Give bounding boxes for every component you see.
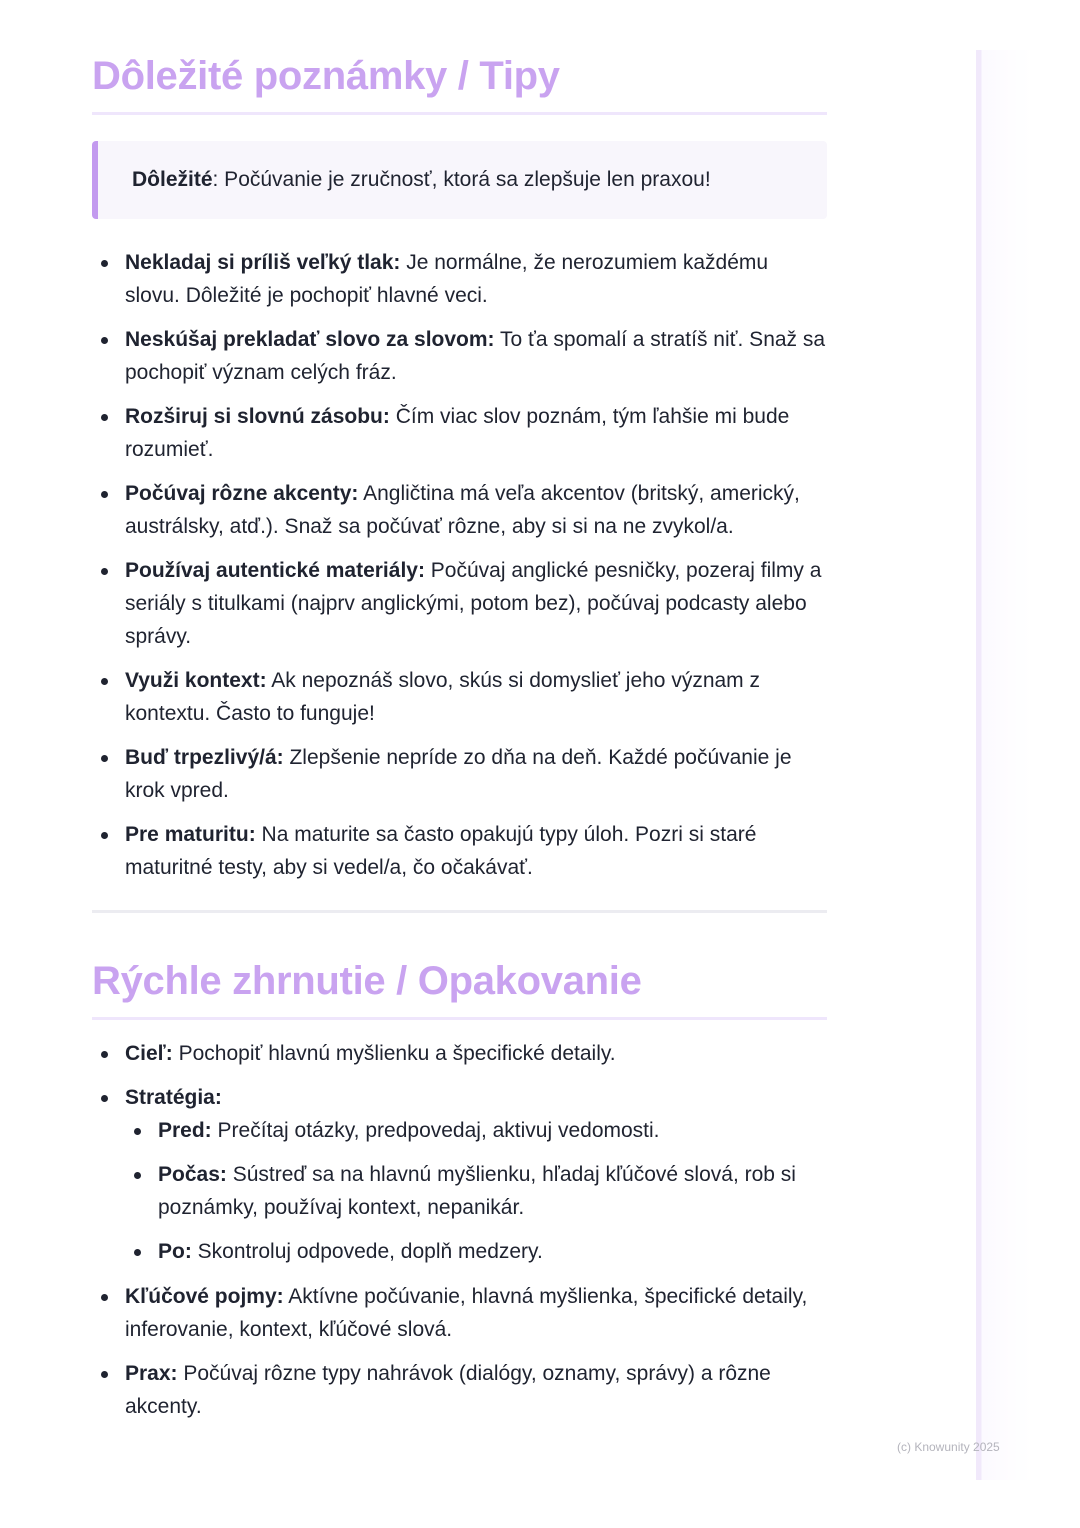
strategy-sublist (125, 1114, 827, 1268)
list-item: Pre maturitu: Na maturite sa často opakujú typy úloh. Pozri si staré maturitné testy, aby si vedel/a, čo očakávať. (92, 818, 827, 884)
summary-strategy: Stratégia: Pred: Prečítaj otázky, predpovedaj, aktivuj vedomosti. Počas: Sústreď sa na hlavnú myšlienku, hľadaj kľúčové slová, rob si poznámky, používaj kontext, nepanikár. Po: Skontroluj odpovede, doplň medzery. (92, 1081, 827, 1268)
list-item: Počúvaj rôzne akcenty: Angličtina má veľa akcentov (britský, americký, austrálsky, atď.). Snaž sa počúvať rôzne, aby si si na ne zvykol/a. (92, 477, 827, 543)
summary-practice: Prax: Počúvaj rôzne typy nahrávok (dialógy, oznamy, správy) a rôzne akcenty. (92, 1357, 827, 1423)
decorative-side-strip (976, 50, 1032, 1480)
tips-list (92, 246, 827, 895)
important-callout (92, 141, 827, 219)
strategy-during: Počas: Sústreď sa na hlavnú myšlienku, hľadaj kľúčové slová, rob si poznámky, používaj kontext, nepanikár. (125, 1158, 827, 1224)
strategy-before: Pred: Prečítaj otázky, predpovedaj, aktivuj vedomosti. (125, 1114, 827, 1147)
summary-list (92, 1037, 827, 1434)
tips-section-title: Dôležité poznámky / Tipy (92, 52, 827, 115)
list-item: Nekladaj si príliš veľký tlak: Je normálne, že nerozumiem každému slovu. Dôležité je pochopiť hlavné veci. (92, 246, 827, 312)
copyright-footer: (c) Knowunity 2025 (897, 1440, 1000, 1454)
list-item: Využi kontext: Ak nepoznáš slovo, skús si domyslieť jeho význam z kontextu. Často to funguje! (92, 664, 827, 730)
list-item: Buď trpezlivý/á: Zlepšenie nepríde zo dňa na deň. Každé počúvanie je krok vpred. (92, 741, 827, 807)
list-item: Neskúšaj prekladať slovo za slovom: To ťa spomalí a stratíš niť. Snaž sa pochopiť význam celých fráz. (92, 323, 827, 389)
section-divider (92, 910, 827, 913)
list-item: Používaj autentické materiály: Počúvaj anglické pesničky, pozeraj filmy a seriály s titulkami (najprv anglickými, potom bez), počúvaj podcasty alebo správy. (92, 554, 827, 653)
callout-label: Dôležité (132, 168, 213, 191)
list-item: Rozširuj si slovnú zásobu: Čím viac slov poznám, tým ľahšie mi bude rozumieť. (92, 400, 827, 466)
strategy-after: Po: Skontroluj odpovede, doplň medzery. (125, 1235, 827, 1268)
summary-goal: Cieľ: Pochopiť hlavnú myšlienku a špecifické detaily. (92, 1037, 827, 1070)
summary-section-title: Rýchle zhrnutie / Opakovanie (92, 957, 827, 1020)
callout-text: : Počúvanie je zručnosť, ktorá sa zlepšuje len praxou! (212, 168, 711, 191)
summary-key-terms: Kľúčové pojmy: Aktívne počúvanie, hlavná myšlienka, špecifické detaily, inferovanie, kontext, kľúčové slová. (92, 1280, 827, 1346)
